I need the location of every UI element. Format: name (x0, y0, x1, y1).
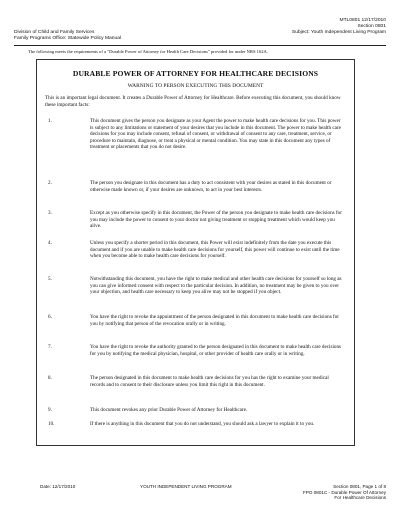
item-text: Except as you otherwise specify in this document, the Power of the person you designate to make health care decisions for you may include the power to consent to your doctor not giving treatment or stopping treatment which would keep you alive. (90, 210, 342, 230)
item-number: 8. (48, 375, 52, 381)
item-number: 7. (48, 344, 52, 350)
list-item (48, 276, 344, 296)
list-item (48, 344, 344, 357)
header-office: Family Programs Office: Statewide Policy Manual (14, 36, 121, 41)
list-item (48, 407, 344, 414)
header-manual-code: MTL0801 12/17/2010 (339, 18, 386, 23)
list-item (48, 240, 344, 260)
footer-program: YOUTH INDEPENDENT LIVING PROGRAM (140, 484, 232, 489)
item-number: 10. (48, 421, 55, 427)
form-box (36, 59, 355, 446)
item-number: 6. (48, 314, 52, 320)
list-item (48, 118, 344, 151)
list-item (48, 210, 344, 230)
header-left-block (14, 30, 121, 42)
item-number: 5. (48, 276, 52, 282)
item-text: Notwithstanding this document, you have the right to make medical and other health care decisions for yourself so long as you can give informed consent with respect to the particular decision. In addition, no treatment may be given to you over your objection, and health care necessary to keep you alive may not be stopped if you object. (90, 276, 342, 296)
footer-right-block (303, 484, 386, 501)
item-number: 1. (48, 118, 52, 124)
intro-text: The following meets the requirements of a "Durable Power of Attorney for Health Care Decisions" provided for under NRS 162A. (28, 49, 269, 54)
item-text: If there is anything in this document that you do not understand, you should ask a lawyer to explain it to you. (90, 421, 315, 427)
header-division: Division of Child and Family Services (14, 30, 95, 35)
item-number: 3. (48, 210, 52, 216)
header-right-block (292, 18, 386, 36)
header-divider (14, 45, 386, 46)
item-text: This document revokes any prior Durable Power of Attorney for Healthcare. (90, 407, 248, 413)
list-item (48, 375, 344, 388)
item-text: You have the right to revoke the appointment of the person designated in this document to make health care decisions for you by notifying that person of the revocation orally or in writing. (90, 314, 340, 327)
footer-page-number: Section 0801, Page 1 of 8 (333, 484, 386, 489)
item-number: 4. (48, 240, 52, 246)
item-text: This document gives the person you designate as your Agent the power to make health care decisions for you. This power is subject to any limitations or statement of your desires that you include in this document. The power to make health care decisions for you may include consent, refusal of consent, or withdrawal of consent to any care, treatment, service, or procedure to maintain, diagnose, or treat a physical or mental condition. You may state in this document any types of treatment or placements that you do not desire. (90, 118, 341, 151)
form-title: DURABLE POWER OF ATTORNEY FOR HEALTHCARE DECISIONS (72, 69, 319, 78)
header-subject: Subject: Youth Independent Living Program (291, 30, 386, 35)
item-text: You have the right to revoke the authority granted to the person designated in this document to make health care decisions for you by notifying the medical physician, hospital, or other provider of health care orally or in writing. (90, 344, 342, 357)
preface-text: This is an important legal document. It creates a Durable Power of Attorney for Healthcare. Before executing this document, you should know these important facts: (45, 95, 341, 108)
item-number: 2. (48, 180, 52, 186)
warning-heading: WARNING TO PERSON EXECUTING THIS DOCUMENT (127, 83, 264, 89)
footer-date: Date: 12/17/2010 (40, 484, 76, 489)
list-item (48, 421, 344, 428)
item-text: The person designated in this document to make health care decisions for you has the right to examine your medical records and to consent to their disclosure unless you limit this right in this document. (90, 375, 329, 388)
header-section: Section 0801 (357, 24, 386, 29)
footer-form-subtitle: For Healthcare Decisions (334, 495, 386, 501)
item-text: The person you designate in this document has a duty to act consistent with your desires as stated in this document or otherwise made known or, if your desires are unknown, to act in your best interests. (90, 180, 332, 193)
item-number: 9. (48, 407, 52, 413)
list-item (48, 180, 344, 193)
list-item (48, 314, 344, 327)
footer-form-code: FPO 0801C - Durable Power Of Attorney (303, 489, 386, 495)
item-text: Unless you specify a shorter period in this document, this Power will exist indefinitely from the date you execute this document and if you are unable to make health care decisions for yourself, this power will continue to exist until the time when you become able to make health care decisions for yourself. (90, 240, 340, 260)
